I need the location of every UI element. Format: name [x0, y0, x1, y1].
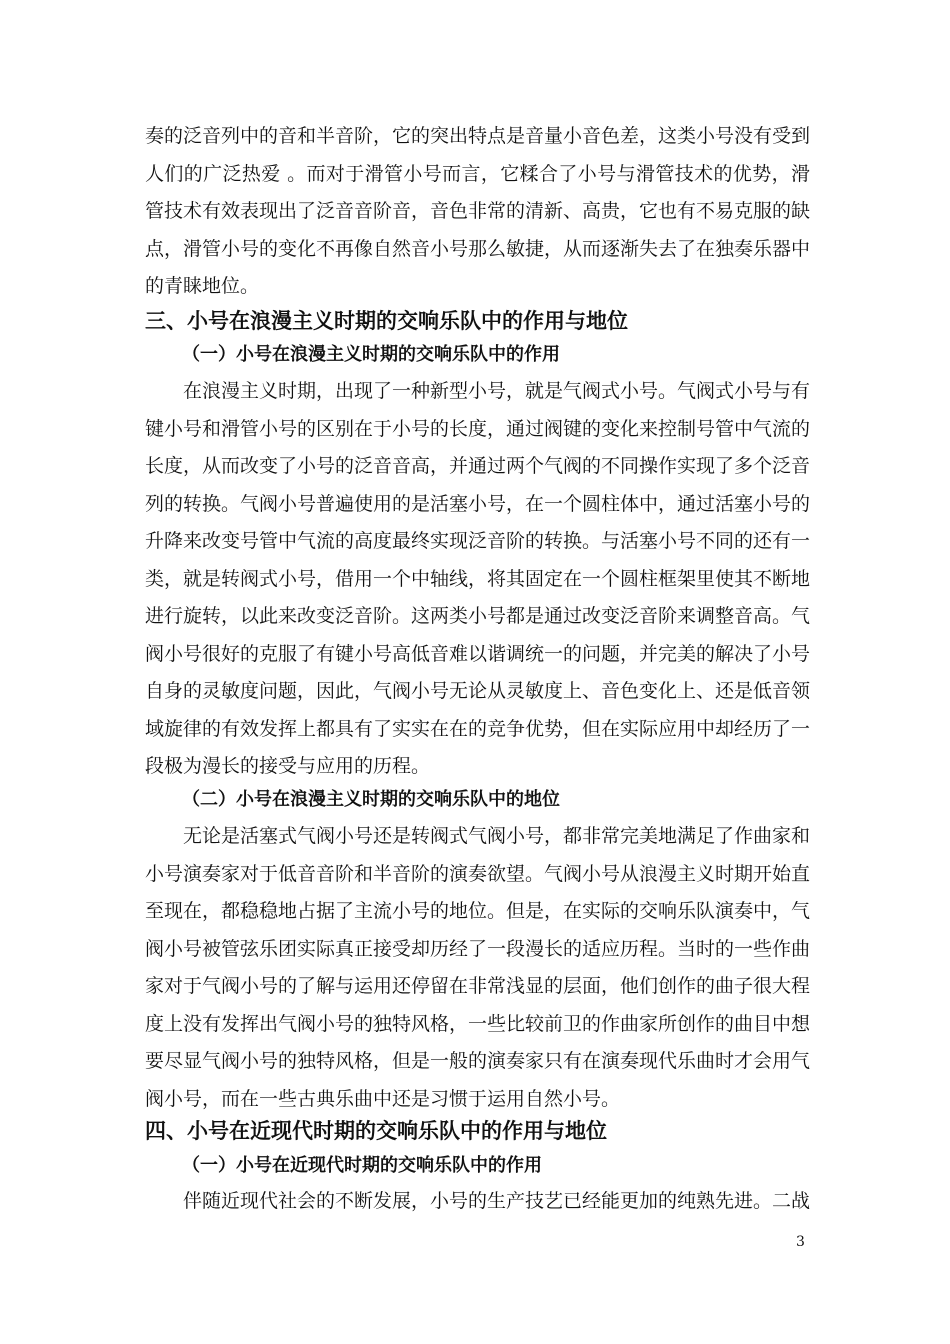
- subheading-romantic-role: （一）小号在浪漫主义时期的交响乐队中的作用: [182, 344, 560, 365]
- page-number: 3: [796, 1234, 805, 1250]
- paragraph-modern-role: 伴随近现代社会的不断发展，小号的生产技艺已经能更加的纯熟先进。二战: [183, 1190, 811, 1212]
- subheading-romantic-status: （二）小号在浪漫主义时期的交响乐队中的地位: [182, 789, 560, 810]
- section-heading-romantic: 三、小号在浪漫主义时期的交响乐队中的作用与地位: [145, 309, 628, 333]
- paragraph-romantic-role: 在浪漫主义时期，出现了一种新型小号，就是气阀式小号。气阀式小号与有键小号和滑管小号的区别在于小号的长度，通过阀键的变化来控制号管中气流的长度，从而改变了小号的泛音音高，并通过两个气阀的不同操作实现了多个泛音列的转换。气阀小号普遍使用的是活塞小号，在一个圆柱体中，通过活塞小号的升降来改变号管中气流的高度最终实现泛音阶的转换。与活塞小号不同的还有一类，就是转阀式小号，借用一个中轴线，将其固定在一个圆柱框架里使其不断地进行旋转，以此来改变泛音阶。这两类小号都是通过改变泛音阶来调整音高。气阀小号很好的克服了有键小号高低音难以谐调统一的问题，并完美的解决了小号自身的灵敏度问题，因此，气阀小号无论从灵敏度上、音色变化上、还是低音领域旋律的有效发挥上都具有了实实在在的竞争优势，但在实际应用中却经历了一段极为漫长的接受与应用的历程。: [145, 380, 811, 777]
- paragraph-trumpet-types: 奏的泛音列中的音和半音阶，它的突出特点是音量小音色差，这类小号没有受到人们的广泛热爱 。而对于滑管小号而言，它糅合了小号与滑管技术的优势，滑管技术有效表现出了泛音音阶音，音色非常的清新、高贵，它也有不易克服的缺点，滑管小号的变化不再像自然音小号那么敏捷，从而逐渐失去了在独奏乐器中的青睐地位。: [145, 125, 811, 297]
- section-heading-modern: 四、小号在近现代时期的交响乐队中的作用与地位: [145, 1119, 607, 1143]
- paragraph-romantic-status: 无论是活塞式气阀小号还是转阀式气阀小号，都非常完美地满足了作曲家和小号演奏家对于低音音阶和半音阶的演奏欲望。气阀小号从浪漫主义时期开始直至现在，都稳稳地占据了主流小号的地位。但是，在实际的交响乐队演奏中，气阀小号被管弦乐团实际真正接受却历经了一段漫长的适应历程。当时的一些作曲家对于气阀小号的了解与运用还停留在非常浅显的层面，他们创作的曲子很大程度上没有发挥出气阀小号的独特风格，一些比较前卫的作曲家所创作的曲目中想要尽显气阀小号的独特风格，但是一般的演奏家只有在演奏现代乐曲时才会用气阀小号，而在一些古典乐曲中还是习惯于运用自然小号。: [145, 825, 811, 1110]
- subheading-modern-role: （一）小号在近现代时期的交响乐队中的作用: [182, 1155, 542, 1176]
